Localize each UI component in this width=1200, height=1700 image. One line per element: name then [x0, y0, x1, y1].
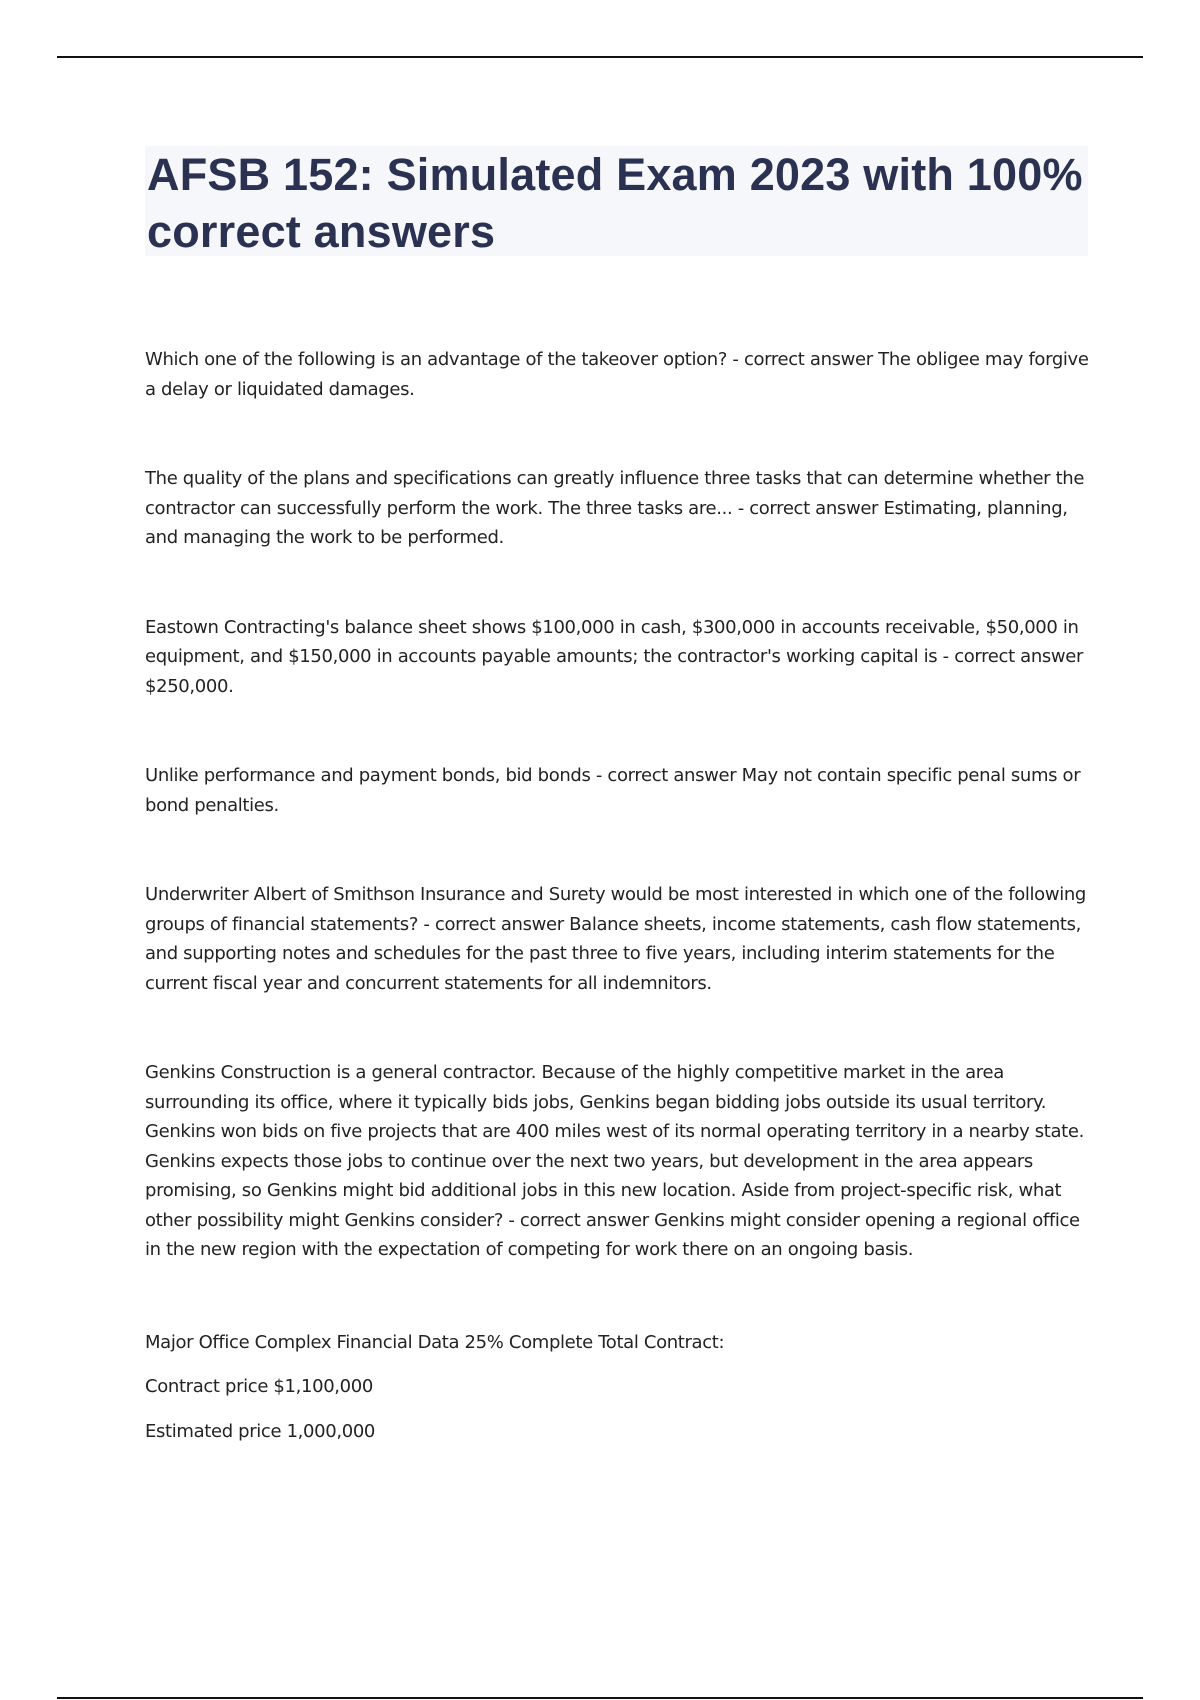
document-title: AFSB 152: Simulated Exam 2023 with 100% correct answers	[147, 149, 1083, 257]
estimated-price-line: Estimated price 1,000,000	[145, 1420, 376, 1442]
contract-price-line: Contract price $1,100,000	[145, 1376, 373, 1397]
bottom-divider	[57, 1697, 1143, 1699]
qa-item-2: The quality of the plans and specifications can greatly influence three tasks that can determine whether the contractor can successfully perform the work. The three tasks are... - correct answer Estimating, planning, and managing the work to be performed.	[145, 468, 1085, 548]
top-divider	[57, 56, 1143, 58]
qa-item-6: Genkins Construction is a general contractor. Because of the highly competitive market in the area surrounding its office, where it typically bids jobs, Genkins began bidding jobs outside its usual territory. Genkins won bids on five projects that are 400 miles west of its normal operating territory in a nearby state. Genkins expects those jobs to continue over the next two years, but development in the area appears promising, so Genkins might bid additional jobs in this new location. Aside from project-specific risk, what other possibility might Genkins consider? - correct answer Genkins might consider opening a regional office in the new region with the expectation of competing for work there on an ongoing basis.	[145, 1062, 1084, 1260]
qa-item-1: Which one of the following is an advantage of the takeover option? - correct answer The obligee may forgive a delay or liquidated damages.	[145, 349, 1089, 400]
qa-item-5: Underwriter Albert of Smithson Insurance and Surety would be most interested in which one of the following groups of financial statements? - correct answer Balance sheets, income statements, cash flow statements, and supporting notes and schedules for the past three to five years, including interim statements for the current fiscal year and concurrent statements for all indemnitors.	[145, 884, 1086, 994]
title-banner	[145, 146, 1088, 256]
qa-item-4: Unlike performance and payment bonds, bid bonds - correct answer May not contain specific penal sums or bond penalties.	[145, 765, 1081, 816]
qa-item-3: Eastown Contracting's balance sheet shows $100,000 in cash, $300,000 in accounts receivable, $50,000 in equipment, and $150,000 in accounts payable amounts; the contractor's working capital is - correct answer $250,000.	[145, 616, 1084, 697]
document-body	[145, 345, 1095, 1446]
financial-data-heading: Major Office Complex Financial Data 25% Complete Total Contract:	[145, 1331, 725, 1353]
